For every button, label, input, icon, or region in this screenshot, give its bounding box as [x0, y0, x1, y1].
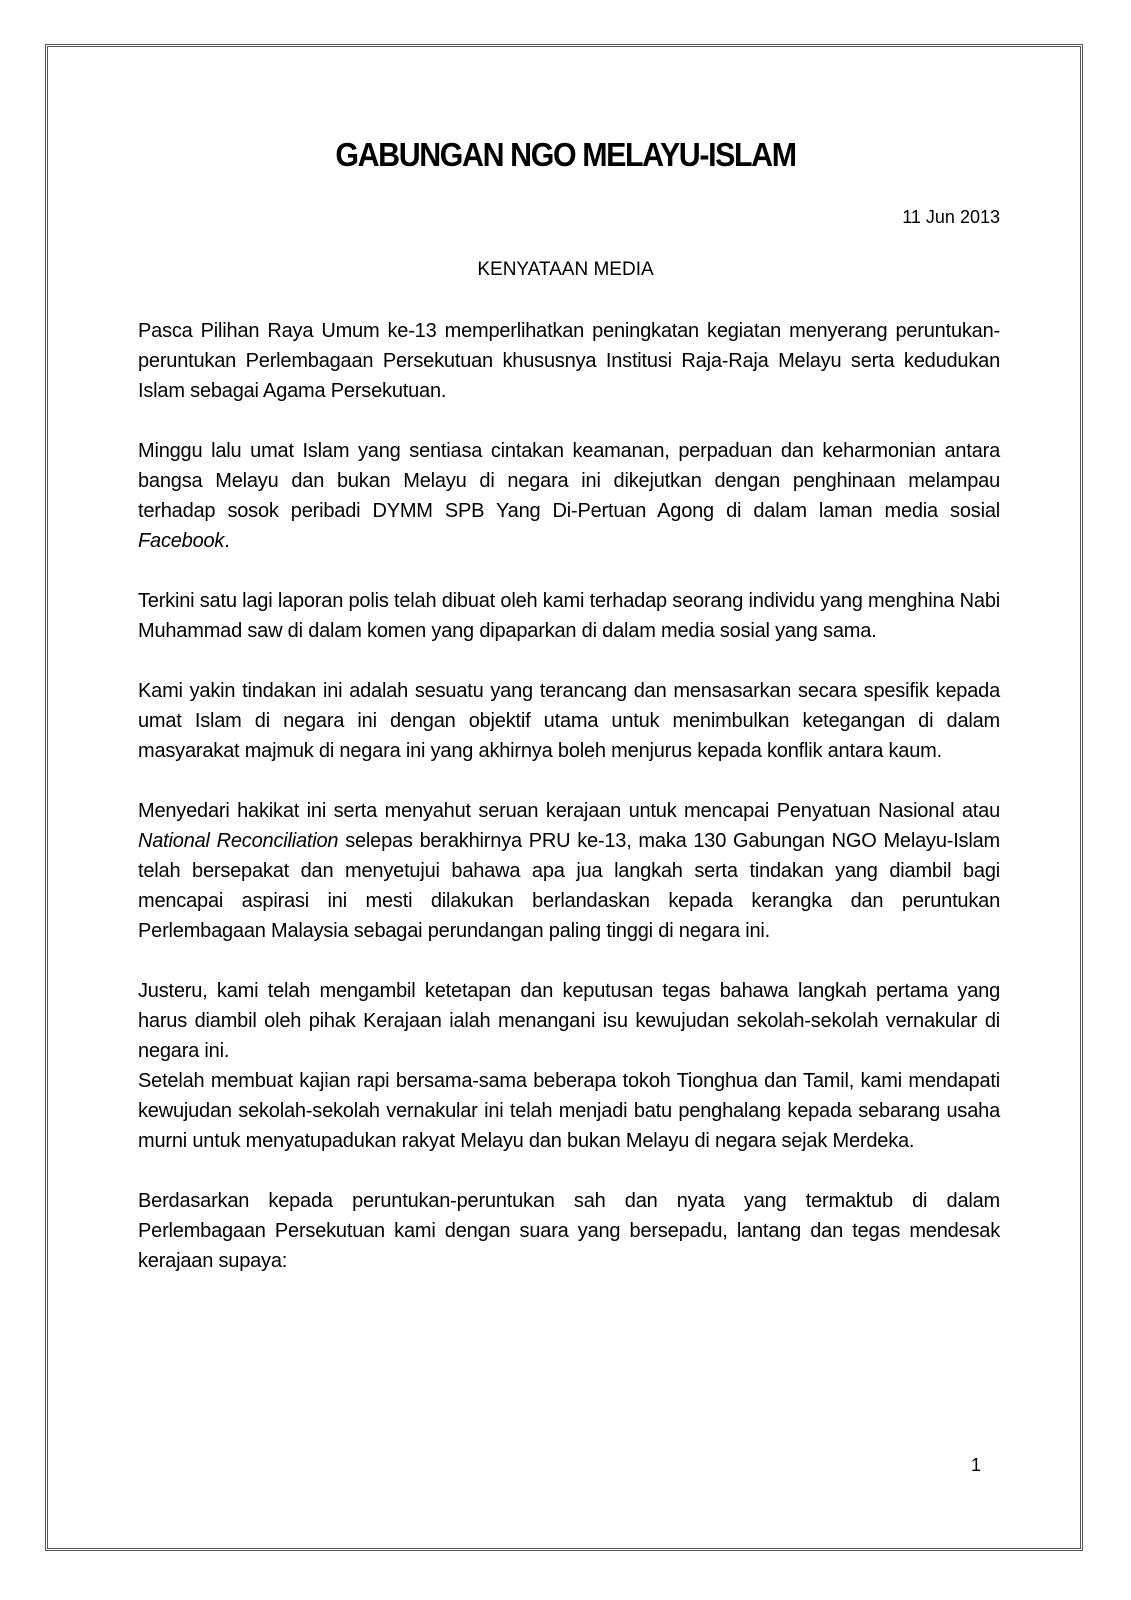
paragraph-8: Berdasarkan kepada peruntukan-peruntukan sah dan nyata yang termaktub di dalam Perlembagaan Persekutuan kami dengan suara yang bersepadu, lantang dan tegas mendesak kerajaan supaya:: [138, 1190, 1000, 1272]
paragraph-5-text: Menyedari hakikat ini serta menyahut seruan kerajaan untuk mencapai Penyatuan Nasional atau: [138, 800, 1000, 822]
document-title: GABUNGAN NGO MELAYU-ISLAM: [335, 136, 796, 173]
page-number: 1: [970, 1455, 981, 1475]
paragraph-6: Justeru, kami telah mengambil ketetapan dan keputusan tegas bahawa langkah pertama yang harus diambil oleh pihak Kerajaan ialah menangani isu kewujudan sekolah-sekolah vernakular di negara ini.: [138, 980, 1000, 1062]
paragraph-2-end: .: [224, 530, 230, 552]
document-body: [138, 316, 1000, 1306]
paragraph-7: Setelah membuat kajian rapi bersama-sama beberapa tokoh Tionghua dan Tamil, kami mendapati kewujudan sekolah-sekolah vernakular ini telah menjadi batu penghalang kepada sebarang usaha murni untuk menyatupadukan rakyat Melayu dan bukan Melayu di negara sejak Merdeka.: [138, 1070, 1000, 1152]
paragraph-3: Terkini satu lagi laporan polis telah dibuat oleh kami terhadap seorang individu yang menghina Nabi Muhammad saw di dalam komen yang dipaparkan di dalam media sosial yang sama.: [138, 590, 1000, 642]
document-heading: KENYATAAN MEDIA: [477, 259, 654, 280]
paragraph-2-italic: Facebook: [138, 530, 225, 552]
paragraph-2-text: Minggu lalu umat Islam yang sentiasa cintakan keamanan, perpaduan dan keharmonian antara bangsa Melayu dan bukan Melayu di negara ini dikejutkan dengan penghinaan melampau terhadap sosok peribadi DYMM SPB Yang Di-Pertuan Agong di dalam laman media sosial: [138, 440, 1000, 522]
paragraph-4: Kami yakin tindakan ini adalah sesuatu yang terancang dan mensasarkan secara spesifik kepada umat Islam di negara ini dengan objektif utama untuk menimbulkan ketegangan di dalam masyarakat majmuk di negara ini yang akhirnya boleh menjurus kepada konflik antara kaum.: [138, 680, 1000, 762]
paragraph-2: [138, 436, 1000, 556]
paragraph-1: Pasca Pilihan Raya Umum ke-13 memperlihatkan peningkatan kegiatan menyerang peruntukan-peruntukan Perlembagaan Persekutuan khususnya Institusi Raja-Raja Melayu serta kedudukan Islam sebagai Agama Persekutuan.: [138, 320, 1000, 402]
paragraph-5: [138, 796, 1000, 946]
document-date: 11 Jun 2013: [902, 207, 1000, 227]
paragraph-5-italic: National Reconciliation: [138, 830, 339, 852]
paragraph-5-end: selepas berakhirnya PRU ke-13, maka 130 Gabungan NGO Melayu-Islam telah bersepakat dan menyetujui bahawa apa jua langkah serta tindakan yang diambil bagi mencapai aspirasi ini mesti dilakukan berlandaskan kepada kerangka dan peruntukan Perlembagaan Malaysia sebagai perundangan paling tinggi di negara ini.: [138, 830, 1000, 942]
